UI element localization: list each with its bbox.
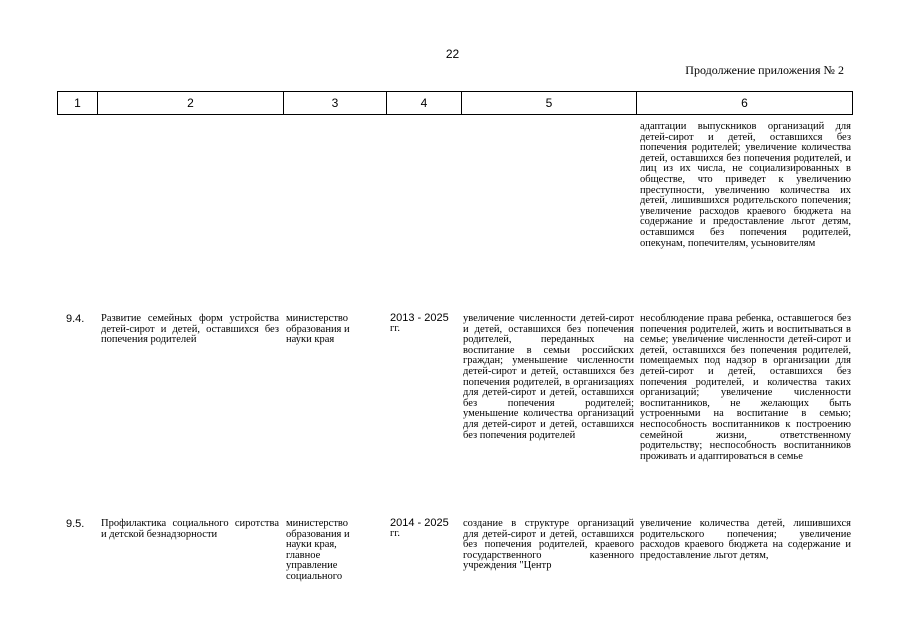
row-9-4-years: 2013 - 2025 bbox=[390, 312, 449, 324]
header-col-4: 4 bbox=[387, 92, 462, 114]
row-9-4-period bbox=[390, 313, 449, 334]
row-number-9-5: 9.5. bbox=[66, 518, 85, 530]
header-col-3: 3 bbox=[284, 92, 387, 114]
row-9-4-years-suffix: гг. bbox=[390, 322, 401, 334]
row-9-4-name: Развитие семейных форм устройства детей-сирот и детей, оставшихся без попечения родителей bbox=[101, 313, 279, 346]
header-col-5: 5 bbox=[462, 92, 637, 114]
row-9-5-consequences: увеличение количества детей, лишившихся родительского попечения; увеличение расходов краевого бюджета на содержание и предоставление льгот детям, bbox=[640, 518, 851, 561]
row-9-4-consequences: несоблюдение права ребенка, оставшегося без попечения родителей, жить и воспитываться в семье; увеличение численности детей-сирот и детей, оставшихся без попечения родителей, помещаемых под надзор в организации для детей-сирот и детей, оставшихся без попечения родителей, и количества таких организаций; увеличение численности воспитанников, не желающих быть устроенными на воспитание в семью; неспособность воспитанников к построению семейной жизни, ответственному родительству; неспособность воспитанников проживать и адаптироваться в семье bbox=[640, 313, 851, 462]
header-col-2: 2 bbox=[98, 92, 284, 114]
row-9-5-years: 2014 - 2025 bbox=[390, 517, 449, 529]
row-number-9-4: 9.4. bbox=[66, 313, 85, 325]
page-number: 22 bbox=[445, 47, 460, 61]
row-9-5-name: Профилактика социального сиротства и детской безнадзорности bbox=[101, 518, 279, 540]
row-9-5-executor: министерство образования и науки края, главное управление социального bbox=[286, 518, 350, 582]
table-header-row bbox=[57, 91, 853, 115]
continuation-note: Продолжение приложения № 2 bbox=[685, 63, 844, 77]
header-col-1: 1 bbox=[58, 92, 98, 114]
row-9-5-result: создание в структуре организаций для детей-сирот и детей, оставшихся без попечения родителей, краевого государственного казенного учреждения "Центр bbox=[463, 518, 634, 572]
row-9-5-years-suffix: гг. bbox=[390, 527, 401, 539]
row-9-4-result: увеличение численности детей-сирот и детей, оставшихся без попечения родителей, переданных на воспитание в семьи российских граждан; уменьшение численности детей-сирот и детей, оставшихся без попечения родителей, в организациях для детей-сирот и детей, оставшихся без попечения родителей; уменьшение количества организаций для детей-сирот и детей, оставшихся без попечения родителей bbox=[463, 313, 634, 441]
header-col-6: 6 bbox=[741, 96, 748, 110]
row-9-4-executor: министерство образования и науки края bbox=[286, 313, 350, 346]
row-9-5-period bbox=[390, 518, 449, 539]
prev-row-consequences: адаптации выпускников организаций для детей-сирот и детей, оставшихся без попечения родителей; увеличение количества детей, оставшихся без попечения родителей, и лиц из их числа, не социализированных в обществе, что приведет к увеличению преступности, увеличению количества их детей, лишившихся родительского попечения; увеличение расходов краевого бюджета на содержание и предоставление льгот детям, оставшимся без попечения родителей, опекунам, попечителям, усыновителям bbox=[640, 121, 851, 249]
